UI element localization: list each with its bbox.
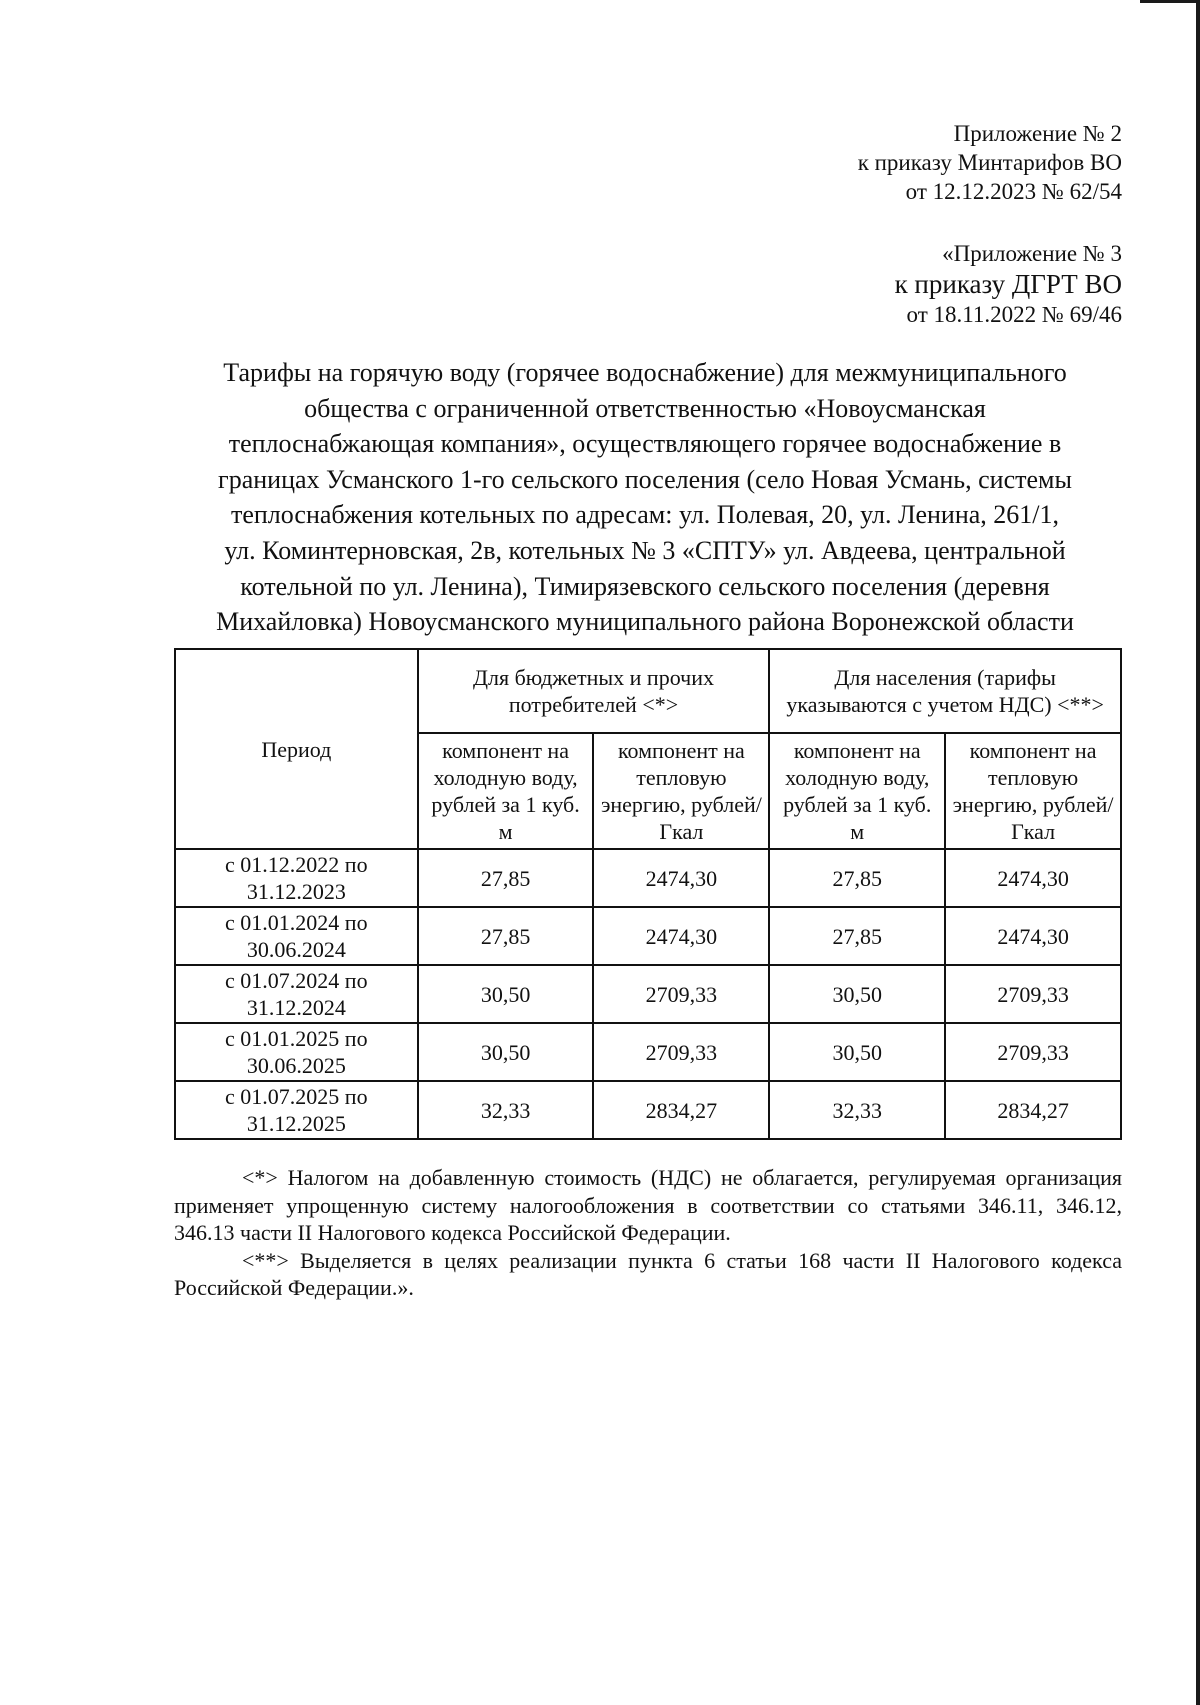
population-heat-cell: 2709,33 <box>945 1023 1121 1081</box>
appendix-order: к приказу ДГРТ ВО <box>894 269 1122 299</box>
period-cell: с 01.07.2024 по 31.12.2024 <box>175 965 418 1023</box>
appendix-date: от 18.11.2022 № 69/46 <box>906 302 1122 327</box>
period-cell: с 01.01.2024 по 30.06.2024 <box>175 907 418 965</box>
population-cold-cell: 30,50 <box>769 1023 945 1081</box>
population-heat-cell: 2474,30 <box>945 849 1121 907</box>
tariff-table <box>174 648 1122 1140</box>
budget-cold-cell: 27,85 <box>418 849 594 907</box>
scan-border <box>1196 0 1200 1705</box>
budget-cold-cell: 27,85 <box>418 907 594 965</box>
title-line: ул. Коминтерновская, 2в, котельных № 3 «СПТУ» ул. Авдеева, центральной <box>224 535 1066 565</box>
budget-cold-cell: 32,33 <box>418 1081 594 1139</box>
footnotes <box>174 1164 1122 1302</box>
scan-border-top <box>1140 0 1200 3</box>
budget-cold-cell: 30,50 <box>418 965 594 1023</box>
budget-consumers-header: Для бюджетных и прочих потребителей <*> <box>418 649 770 733</box>
budget-cold-cell: 30,50 <box>418 1023 594 1081</box>
title-line: границах Усманского 1-го сельского поселения (село Новая Усмань, системы <box>218 464 1072 494</box>
title-line: Тарифы на горячую воду (горячее водоснабжение) для межмуниципального <box>223 358 1067 387</box>
appendix-order: к приказу Минтарифов ВО <box>857 150 1122 175</box>
table-row <box>175 907 1121 965</box>
budget-heat-cell: 2834,27 <box>593 1081 769 1139</box>
population-heat-cell: 2709,33 <box>945 965 1121 1023</box>
title-line: Михайловка) Новоусманского муниципального района Воронежской области <box>216 607 1074 637</box>
budget-cold-water-header: компонент на холодную воду, рублей за 1 куб. м <box>418 733 594 849</box>
appendix-number: Приложение № 2 <box>953 121 1122 146</box>
population-heat-cell: 2474,30 <box>945 907 1121 965</box>
appendix-number: «Приложение № 3 <box>942 241 1122 266</box>
population-header: Для населения (тарифы указываются с учетом НДС) <**> <box>769 649 1121 733</box>
appendix-header-amended <box>895 239 1122 329</box>
population-cold-cell: 30,50 <box>769 965 945 1023</box>
appendix-header-current <box>858 119 1122 206</box>
population-heat-header: компонент на тепловую энергию, рублей/Гкал <box>945 733 1121 849</box>
period-cell: с 01.07.2025 по 31.12.2025 <box>175 1081 418 1139</box>
footnote-vat-included: <**> Выделяется в целях реализации пункта 6 статьи 168 части II Налогового кодекса Российской Федерации.». <box>174 1247 1122 1300</box>
budget-heat-cell: 2709,33 <box>593 965 769 1023</box>
table-header-row <box>175 649 1121 733</box>
document-title <box>165 355 1125 640</box>
appendix-date: от 12.12.2023 № 62/54 <box>905 179 1122 204</box>
period-cell: с 01.12.2022 по 31.12.2023 <box>175 849 418 907</box>
footnote-vat-exempt: <*> Налогом на добавленную стоимость (НДС) не облагается, регулируемая организация применяет упрощенную систему налогообложения в соответствии со статьями 346.11, 346.12, 346.13 части II Налогового кодекса Российской Федерации. <box>174 1165 1122 1245</box>
table-row <box>175 1023 1121 1081</box>
table-row <box>175 1081 1121 1139</box>
title-line: теплоснабжения котельных по адресам: ул. Полевая, 20, ул. Ленина, 261/1, <box>230 500 1060 530</box>
population-cold-cell: 27,85 <box>769 849 945 907</box>
population-cold-water-header: компонент на холодную воду, рублей за 1 куб. м <box>769 733 945 849</box>
period-header: Период <box>175 649 418 849</box>
population-cold-cell: 32,33 <box>769 1081 945 1139</box>
title-line: котельной по ул. Ленина), Тимирязевского сельского поселения (деревня <box>240 571 1050 601</box>
budget-heat-cell: 2474,30 <box>593 907 769 965</box>
budget-heat-header: компонент на тепловую энергию, рублей/Гкал <box>593 733 769 849</box>
table-row <box>175 849 1121 907</box>
table-row <box>175 965 1121 1023</box>
period-cell: с 01.01.2025 по 30.06.2025 <box>175 1023 418 1081</box>
title-line: общества с ограниченной ответственностью «Новоусманская <box>304 393 986 423</box>
population-cold-cell: 27,85 <box>769 907 945 965</box>
population-heat-cell: 2834,27 <box>945 1081 1121 1139</box>
budget-heat-cell: 2709,33 <box>593 1023 769 1081</box>
title-line: теплоснабжающая компания», осуществляющего горячее водоснабжение в <box>228 429 1062 459</box>
budget-heat-cell: 2474,30 <box>593 849 769 907</box>
